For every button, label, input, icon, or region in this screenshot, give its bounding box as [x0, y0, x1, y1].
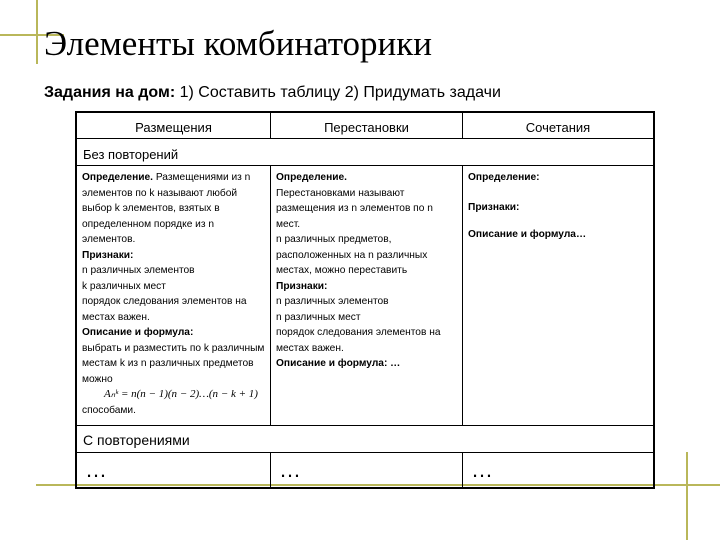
- permutations-signs-label: Признаки:: [276, 280, 328, 292]
- placements-desc-label: Описание и формула:: [82, 327, 194, 338]
- permutations-sign-2: n различных мест: [276, 311, 361, 323]
- repeat-cell-combinations: …: [471, 457, 493, 482]
- placements-sign-2: k различных мест: [82, 280, 166, 292]
- header-permutations: Перестановки: [271, 113, 463, 139]
- combinations-desc-label: Описание и формула…: [468, 229, 587, 240]
- decor-line-right: [686, 452, 688, 540]
- placements-def-label: Определение.: [82, 172, 154, 183]
- placements-desc-text: выбрать и разместить по k различным местам k из n различных предметов можно: [82, 342, 265, 385]
- permutations-def-label: Определение.: [276, 172, 348, 183]
- permutations-sign-3: порядок следования элементов на местах важен.: [276, 327, 441, 354]
- repeat-cell-permutations: …: [271, 453, 463, 487]
- permutations-sign-1: n различных элементов: [276, 296, 389, 307]
- cell-permutations: [271, 166, 463, 426]
- header-combinations: Сочетания: [463, 113, 653, 139]
- cell-combinations: [463, 166, 653, 426]
- section-no-repeat: Без повторений: [77, 139, 653, 166]
- placements-formula: Aₙᵏ = n(n − 1)(n − 2)…(n − k + 1): [104, 388, 258, 400]
- permutations-line-2: n различных предметов, расположенных на n различных местах, можно переставить: [276, 234, 428, 276]
- header-placements: Размещения: [77, 113, 271, 139]
- homework-text: 1) Составить таблицу 2) Придумать задачи: [175, 84, 501, 101]
- permutations-def-text: Перестановками называют размещения из n элементов по n мест.: [276, 187, 433, 230]
- decor-line-vertical: [36, 0, 38, 64]
- homework-line: [44, 84, 501, 102]
- placements-def-text: Размещениями из n элементов по k называют любой выбор k элементов, взятых в определенном порядке из n элементов.: [82, 172, 251, 245]
- combinatorics-table: [75, 111, 655, 489]
- placements-signs-label: Признаки:: [82, 249, 134, 261]
- placements-ways: способами.: [82, 404, 136, 416]
- combinations-signs-label: Признаки:: [468, 201, 520, 213]
- placements-sign-3: порядок следования элементов на местах важен.: [82, 296, 247, 323]
- combinations-def-label: Определение:: [468, 172, 540, 183]
- placements-sign-1: n различных элементов: [82, 265, 195, 276]
- section-repeat: С повторениями: [77, 426, 653, 453]
- cell-placements: [77, 166, 271, 426]
- slide-title: Элементы комбинаторики: [44, 24, 433, 63]
- homework-label: Задания на дом:: [44, 84, 176, 101]
- permutations-desc-label: Описание и формула: …: [276, 358, 401, 369]
- repeat-cell-placements: …: [77, 453, 271, 487]
